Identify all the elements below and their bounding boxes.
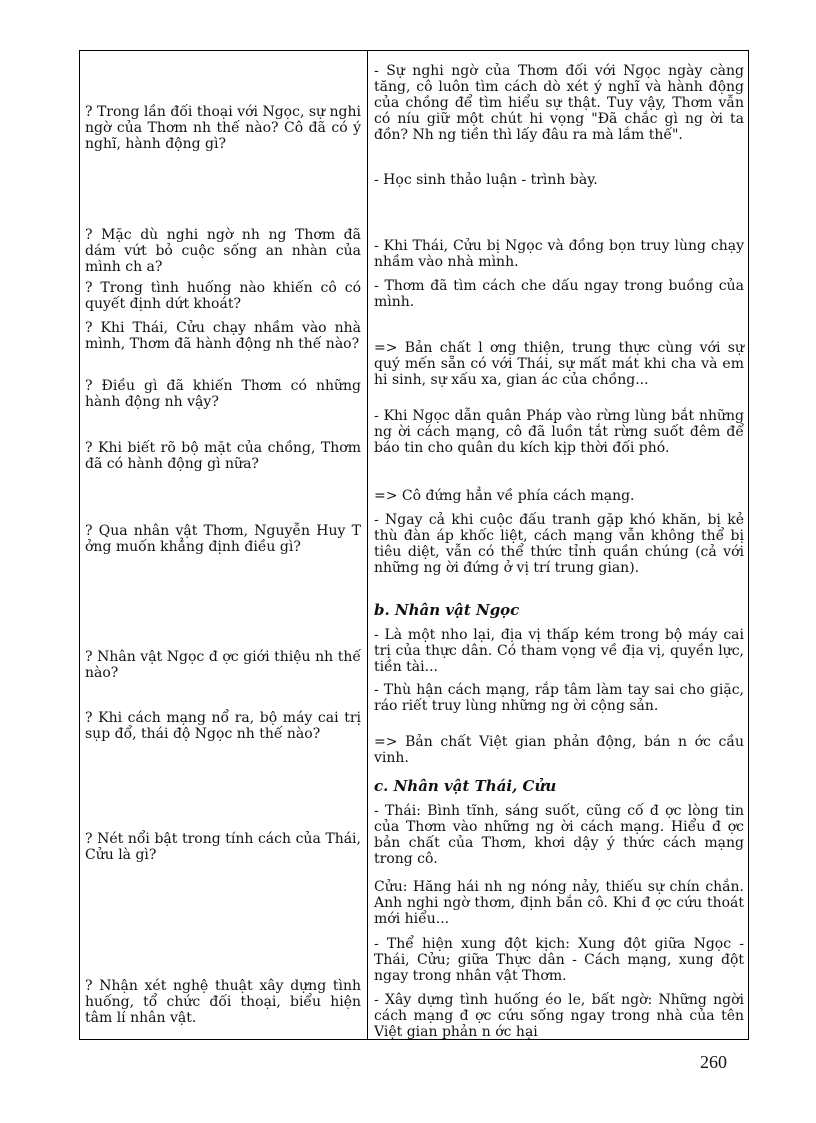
question-text: ? Qua nhân vật Thơm, Nguyễn Huy T ởng muốn khẳng định điều gì? [85, 523, 361, 555]
question-text: ? Trong lần đối thoại với Ngọc, sự nghi ngờ của Thơm nh thế nào? Cô đã có ý nghĩ, hành động gì? [85, 104, 361, 152]
question-text: ? Nhận xét nghệ thuật xây dựng tình huống, tổ chức đối thoại, biểu hiện tâm lí nhân vật. [85, 978, 361, 1026]
answer-text: => Bản chất l ơng thiện, trung thực cùng với sự quý mến sẵn có với Thái, sự mất mát khi cha và em hi sinh, sự xấu xa, gian ác của chồng... [374, 340, 744, 388]
answer-text: - Sự nghi ngờ của Thơm đối với Ngọc ngày càng tăng, cô luôn tìm cách dò xét ý nghĩ và hành động của chồng để tìm hiểu sự thật. Tuy vậy, Thơm vẫn có níu giữ một chút hi vọng "Đã chắc gì ng ời ta đồn? Nh ng tiền thì lấy đâu ra mà lắm thế". [374, 63, 744, 143]
answer-text: => Bản chất Việt gian phản động, bán n ớc cầu vinh. [374, 734, 744, 766]
section-heading: c. Nhân vật Thái, Cửu [374, 777, 557, 795]
question-text: ? Điều gì đã khiến Thơm có những hành động nh vậy? [85, 378, 361, 410]
answer-text: - Thơm đã tìm cách che dấu ngay trong buồng của mình. [374, 278, 744, 310]
answer-text: - Xây dựng tình huống éo le, bất ngờ: Những ngời cách mạng đ ợc cứu sống ngay trong nhà của tên Việt gian phản n ớc hại [374, 992, 744, 1040]
answer-text: - Khi Ngọc dẫn quân Pháp vào rừng lùng bắt những ng ời cách mạng, cô đã luồn tắt rừng suốt đêm để báo tin cho quân du kích kịp thời đối phó. [374, 408, 744, 456]
answer-text: - Thái: Bình tĩnh, sáng suốt, cũng cố đ ợc lòng tin của Thơm vào những ng ời cách mạng. Hiểu đ ợc bản chất của Thơm, khơi dậy ý thức cách mạng trong cô. [374, 803, 744, 867]
answer-text: => Cô đứng hẳn về phía cách mạng. [374, 488, 635, 504]
answer-text: - Ngay cả khi cuộc đấu tranh gặp khó khăn, bị kẻ thù đàn áp khốc liệt, cách mạng vẫn không thể bị tiêu diệt, vẫn có thể thức tỉnh quần chúng (cả với những ng ời đứng ở vị trí trung gian). [374, 512, 744, 576]
question-text: ? Khi biết rõ bộ mặt của chồng, Thơm đã có hành động gì nữa? [85, 440, 361, 472]
answer-text: - Thù hận cách mạng, rắp tâm làm tay sai cho giặc, ráo riết truy lùng những ng ời cộng sản. [374, 682, 744, 714]
column-divider [367, 51, 368, 1039]
question-text: ? Khi cách mạng nổ ra, bộ máy cai trị sụp đổ, thái độ Ngọc nh thế nào? [85, 710, 361, 742]
content-table [79, 50, 749, 1040]
question-text: ? Khi Thái, Cửu chạy nhầm vào nhà mình, Thơm đã hành động nh thế nào? [85, 320, 361, 352]
answer-text: - Là một nho lại, địa vị thấp kém trong bộ máy cai trị của thực dân. Có tham vọng về địa vị, quyền lực, tiền tài... [374, 627, 744, 675]
answer-text: - Thể hiện xung đột kịch: Xung đột giữa Ngọc - Thái, Cửu; giữa Thực dân - Cách mạng, xung đột ngay trong nhân vật Thơm. [374, 936, 744, 984]
question-text: ? Trong tình huống nào khiến cô có quyết định dứt khoát? [85, 280, 361, 312]
question-text: ? Nhân vật Ngọc đ ợc giới thiệu nh thế nào? [85, 649, 361, 681]
question-text: ? Mặc dù nghi ngờ nh ng Thơm đã dám vứt bỏ cuộc sống an nhàn của mình ch a? [85, 227, 361, 275]
answer-text: - Học sinh thảo luận - trình bày. [374, 172, 598, 188]
answer-text: - Khi Thái, Cửu bị Ngọc và đồng bọn truy lùng chạy nhầm vào nhà mình. [374, 238, 744, 270]
page-number: 260 [700, 1052, 727, 1072]
answer-text: Cửu: Hăng hái nh ng nóng nảy, thiếu sự chín chắn. Anh nghi ngờ thơm, định bắn cô. Khi đ ợc cứu thoát mới hiểu... [374, 879, 744, 927]
section-heading: b. Nhân vật Ngọc [374, 601, 520, 619]
question-text: ? Nét nổi bật trong tính cách của Thái, Cửu là gì? [85, 831, 361, 863]
